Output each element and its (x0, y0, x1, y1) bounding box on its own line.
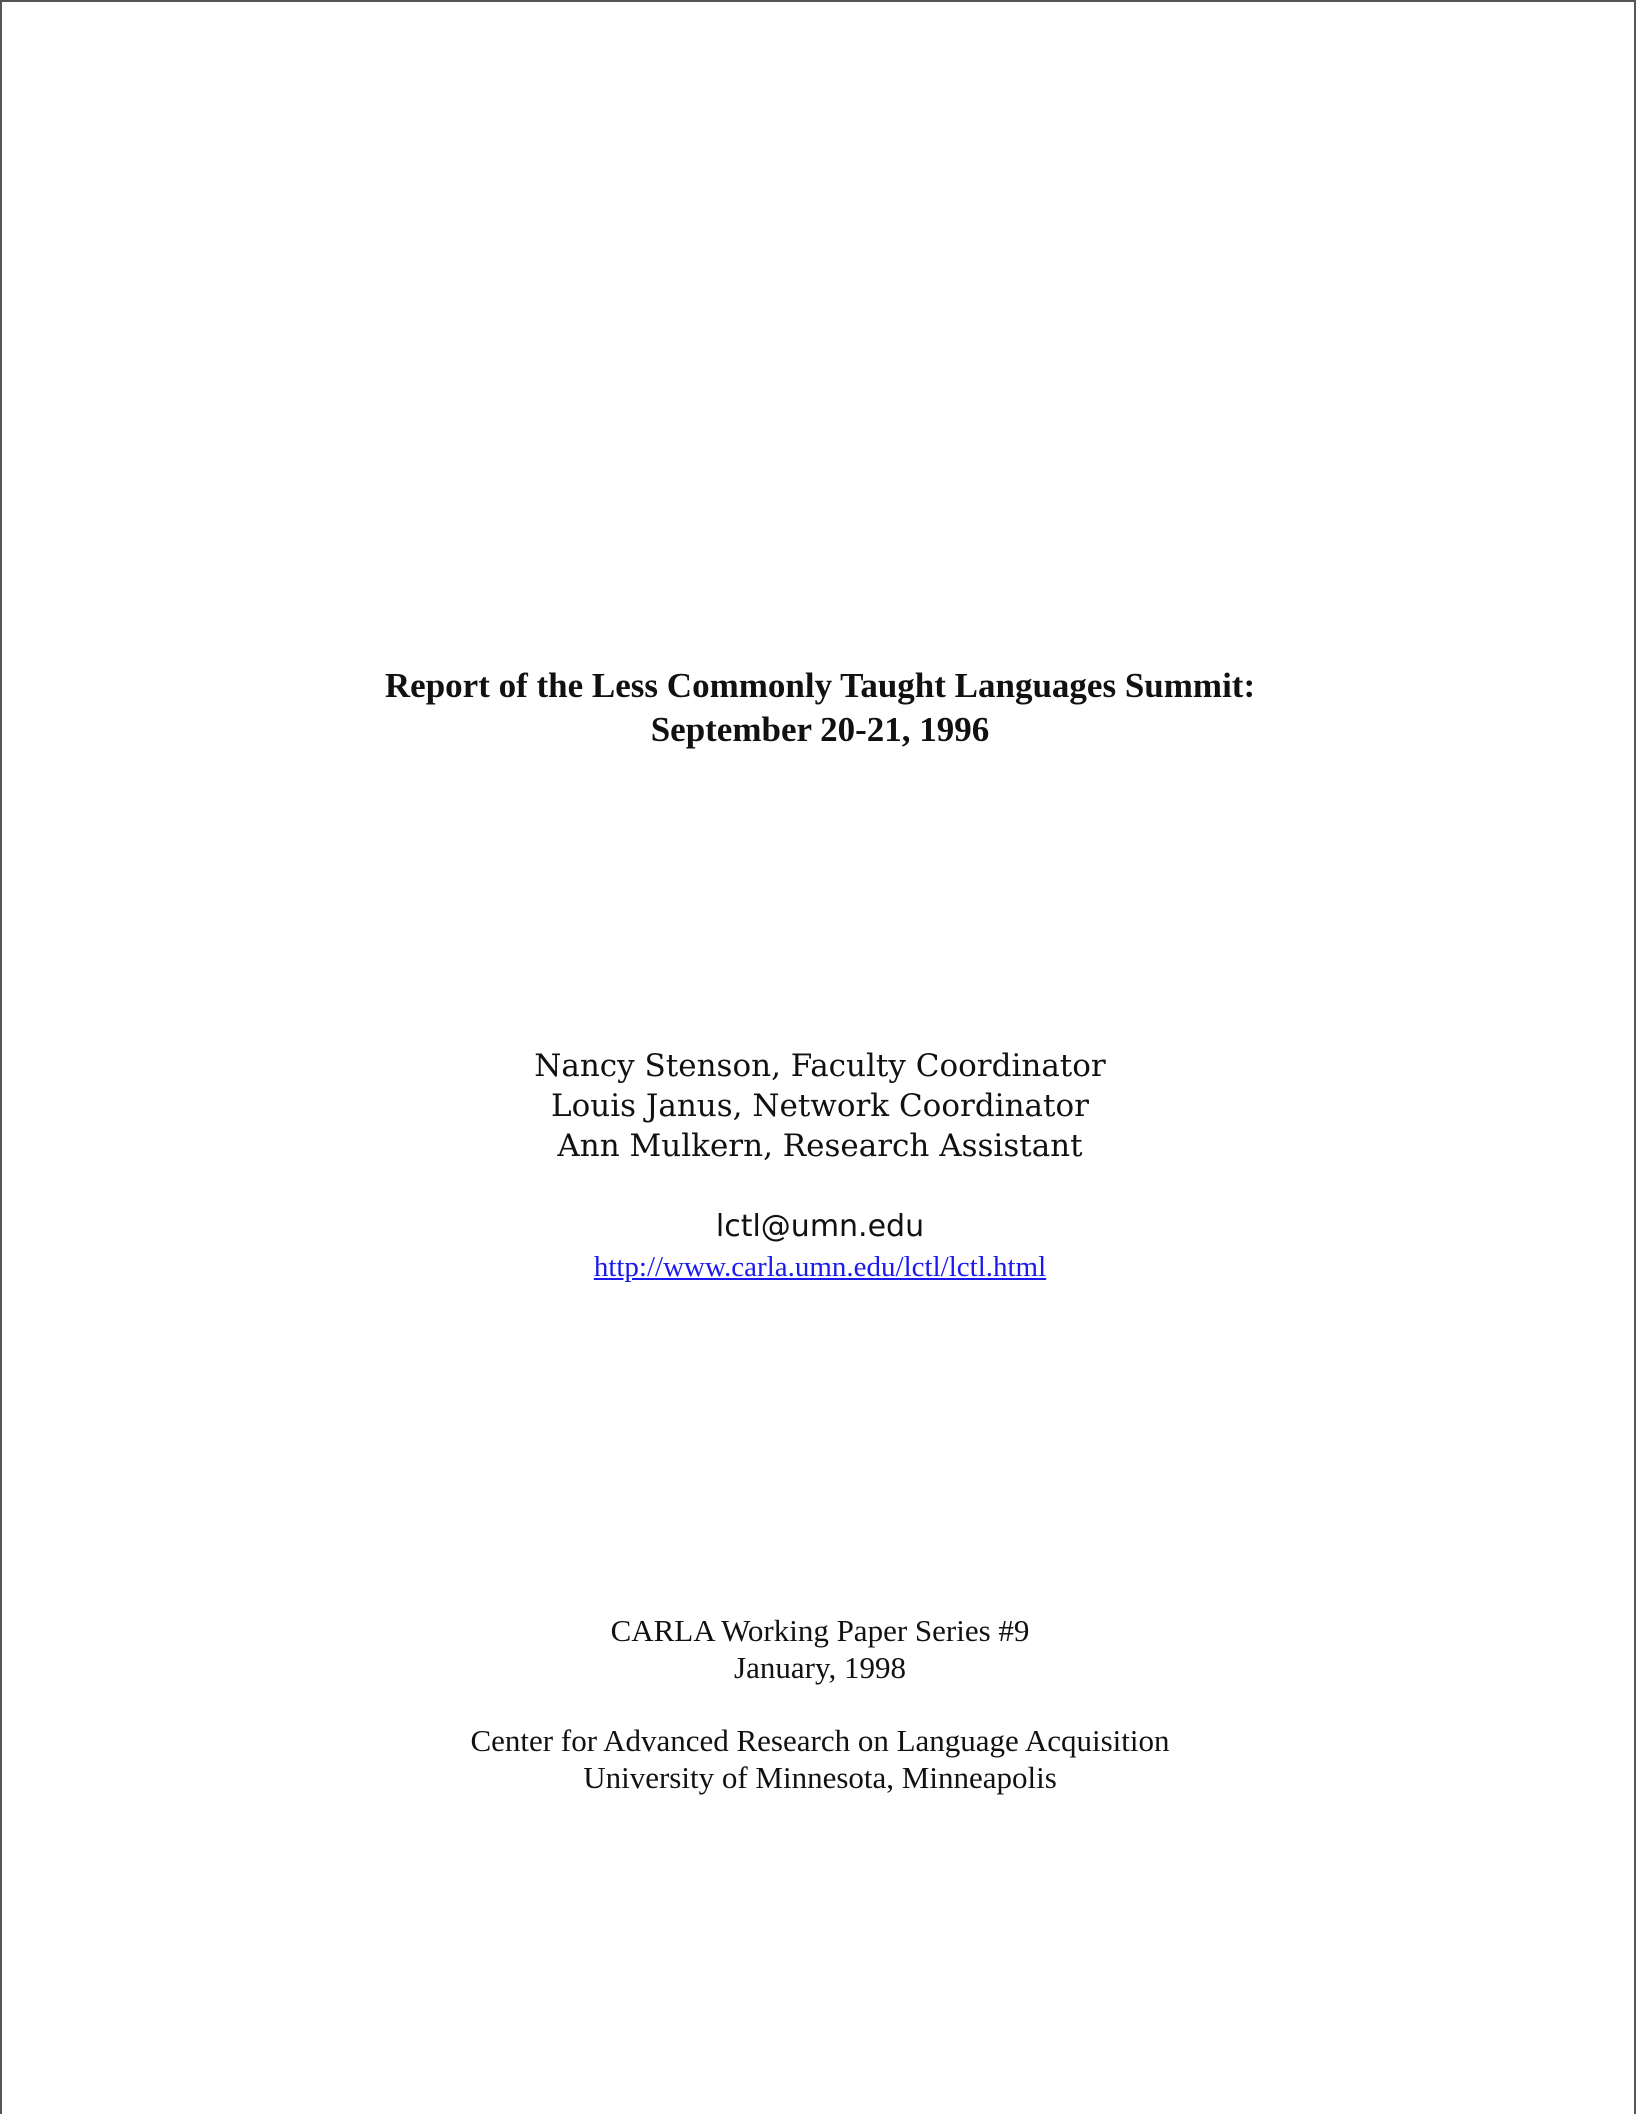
title-line-2: September 20-21, 1996 (650, 710, 990, 749)
institution-university: University of Minnesota, Minneapolis (583, 1760, 1057, 1795)
author-1: Nancy Stenson, Faculty Coordinator (534, 1048, 1106, 1084)
title-line-1: Report of the Less Commonly Taught Languages Summit: (384, 666, 1256, 705)
paper-series (2, 1612, 1636, 1686)
series-name: CARLA Working Paper Series #9 (610, 1613, 1030, 1648)
series-date: January, 1998 (734, 1650, 906, 1685)
author-2: Louis Janus, Network Coordinator (551, 1088, 1089, 1124)
contact-info (2, 1207, 1636, 1287)
document-title (2, 664, 1636, 752)
institution-center: Center for Advanced Research on Language Acquisition (470, 1723, 1170, 1758)
institution (2, 1722, 1636, 1796)
contact-email: lctl@umn.edu (715, 1209, 925, 1244)
website-link[interactable]: http://www.carla.umn.edu/lctl/lctl.html (593, 1251, 1047, 1283)
author-list (2, 1046, 1636, 1166)
author-3: Ann Mulkern, Research Assistant (557, 1128, 1083, 1164)
